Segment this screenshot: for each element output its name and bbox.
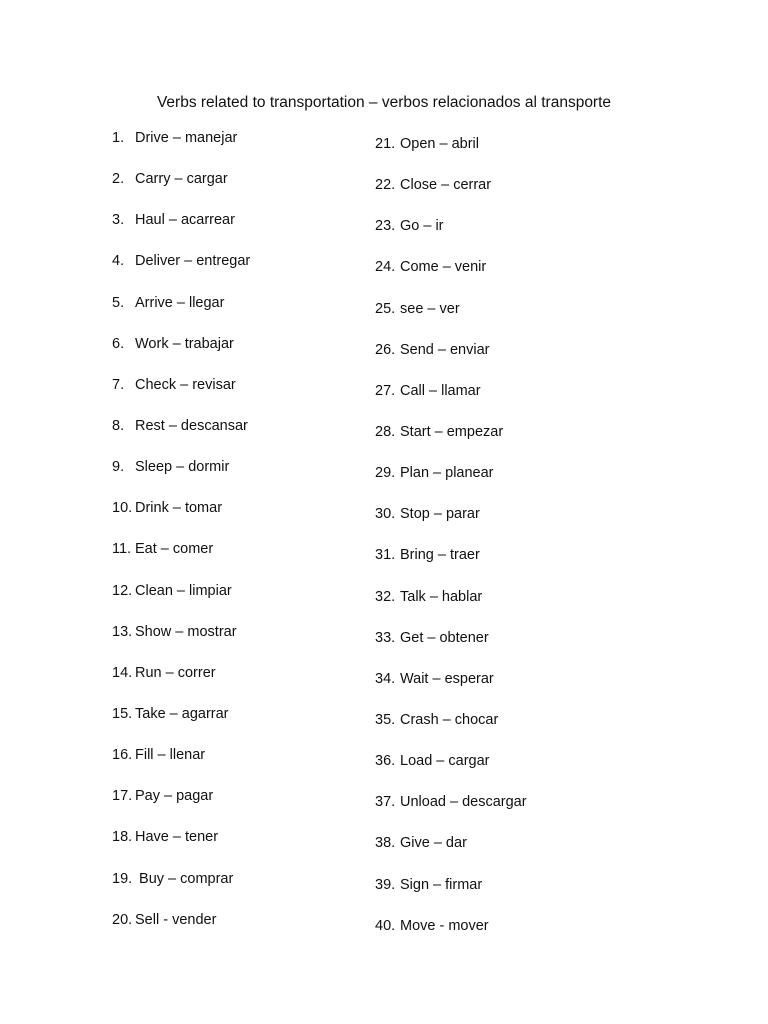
item-text: Unload – descargar — [400, 794, 527, 811]
list-item — [112, 375, 250, 416]
item-text: Come – venir — [400, 259, 487, 276]
item-text: Fill – llenar — [135, 747, 206, 764]
item-text: Run – correr — [135, 664, 216, 681]
verb-list-right — [375, 134, 527, 957]
item-text: Carry – cargar — [135, 171, 228, 188]
item-number: 25. — [375, 300, 396, 317]
list-item — [112, 745, 250, 786]
list-item — [375, 792, 527, 833]
item-text: Drive – manejar — [135, 130, 238, 146]
item-number: 40. — [375, 917, 396, 934]
list-item — [112, 663, 250, 704]
item-text: Send – enviar — [400, 341, 490, 358]
item-number: 5. — [112, 294, 125, 311]
list-item — [375, 216, 527, 257]
item-number: 15. — [112, 705, 133, 722]
item-text: Load – cargar — [400, 753, 490, 770]
item-text: Pay – pagar — [135, 788, 214, 805]
list-item — [112, 498, 250, 539]
item-number: 3. — [112, 212, 125, 229]
item-number: 10. — [112, 500, 133, 517]
item-number: 38. — [375, 835, 396, 852]
list-item — [375, 833, 527, 874]
item-text: Call – llamar — [400, 382, 481, 399]
item-number: 9. — [112, 459, 125, 476]
item-number: 36. — [375, 753, 396, 770]
item-text: Sign – firmar — [400, 876, 483, 893]
list-item — [375, 299, 527, 340]
item-number: 19. — [112, 870, 133, 887]
list-item — [375, 545, 527, 586]
item-number: 34. — [375, 670, 396, 687]
document-title: Verbs related to transportation – verbos relacionados al transporte — [156, 94, 612, 111]
item-text: Sleep – dormir — [135, 459, 230, 476]
item-number: 4. — [112, 253, 125, 270]
item-text: Get – obtener — [400, 629, 489, 646]
list-item — [375, 669, 527, 710]
list-item — [112, 539, 250, 580]
item-text: Wait – esperar — [400, 670, 494, 687]
item-text: Stop – parar — [400, 506, 480, 523]
item-text: Talk – hablar — [400, 588, 483, 605]
item-number: 18. — [112, 829, 133, 846]
list-item — [112, 581, 250, 622]
item-text: Go – ir — [400, 218, 444, 235]
item-text: Deliver – entregar — [135, 253, 251, 270]
item-text: Rest – descansar — [135, 417, 248, 434]
list-item — [112, 169, 250, 210]
item-text: Crash – chocar — [400, 711, 499, 728]
list-item — [375, 916, 527, 957]
list-item — [375, 340, 527, 381]
item-number: 24. — [375, 259, 396, 276]
list-item — [375, 422, 527, 463]
list-item — [112, 827, 250, 868]
item-number: 17. — [112, 788, 133, 805]
list-item — [375, 134, 527, 175]
item-number: 27. — [375, 382, 396, 399]
item-text: Haul – acarrear — [135, 212, 235, 229]
list-item — [112, 622, 250, 663]
item-text: see – ver — [400, 300, 460, 317]
list-item — [112, 869, 250, 910]
item-number: 29. — [375, 465, 396, 482]
item-number: 26. — [375, 341, 396, 358]
item-number: 35. — [375, 711, 396, 728]
list-item — [375, 628, 527, 669]
list-item — [375, 463, 527, 504]
item-text: Bring – traer — [400, 547, 480, 564]
item-number: 14. — [112, 664, 133, 681]
list-item — [375, 175, 527, 216]
item-number: 37. — [375, 794, 396, 811]
item-text: Take – agarrar — [135, 705, 229, 722]
item-text: Start – empezar — [400, 423, 504, 440]
item-text: Arrive – llegar — [135, 294, 225, 311]
list-item — [112, 786, 250, 827]
item-number: 30. — [375, 506, 396, 523]
item-text: Buy – comprar — [135, 870, 234, 887]
list-item — [375, 751, 527, 792]
list-item — [375, 504, 527, 545]
item-number: 22. — [375, 177, 396, 194]
list-item — [112, 416, 250, 457]
item-number: 1. — [112, 130, 125, 146]
item-number: 32. — [375, 588, 396, 605]
list-item — [112, 293, 250, 334]
list-item — [375, 381, 527, 422]
item-number: 16. — [112, 747, 133, 764]
list-item — [375, 587, 527, 628]
item-text: Give – dar — [400, 835, 467, 852]
item-number: 7. — [112, 376, 125, 393]
list-item — [112, 210, 250, 251]
list-item — [112, 910, 250, 951]
item-number: 12. — [112, 582, 133, 599]
item-number: 11. — [112, 541, 132, 558]
item-text: Move - mover — [400, 917, 489, 934]
item-number: 23. — [375, 218, 396, 235]
list-item — [112, 704, 250, 745]
item-number: 33. — [375, 629, 396, 646]
list-item — [375, 710, 527, 751]
item-text: Check – revisar — [135, 376, 236, 393]
item-number: 28. — [375, 423, 396, 440]
item-text: Work – trabajar — [135, 335, 234, 352]
item-number: 2. — [112, 171, 125, 188]
item-text: Drink – tomar — [135, 500, 223, 517]
item-text: Open – abril — [400, 136, 479, 152]
list-item — [375, 257, 527, 298]
item-text: Close – cerrar — [400, 177, 492, 194]
verb-list-left — [112, 128, 250, 951]
item-number: 6. — [112, 335, 125, 352]
item-number: 8. — [112, 417, 125, 434]
item-number: 13. — [112, 623, 133, 640]
item-text: Sell - vender — [135, 911, 217, 928]
list-item — [112, 457, 250, 498]
item-text: Eat – comer — [135, 541, 214, 558]
item-number: 21. — [375, 136, 396, 152]
list-item — [112, 128, 250, 169]
item-number: 31. — [375, 547, 396, 564]
list-item — [112, 251, 250, 292]
item-text: Show – mostrar — [135, 623, 237, 640]
item-text: Plan – planear — [400, 465, 494, 482]
item-number: 20. — [112, 911, 133, 928]
item-text: Have – tener — [135, 829, 219, 846]
list-item — [112, 334, 250, 375]
item-number: 39. — [375, 876, 396, 893]
list-item — [375, 875, 527, 916]
item-text: Clean – limpiar — [135, 582, 232, 599]
